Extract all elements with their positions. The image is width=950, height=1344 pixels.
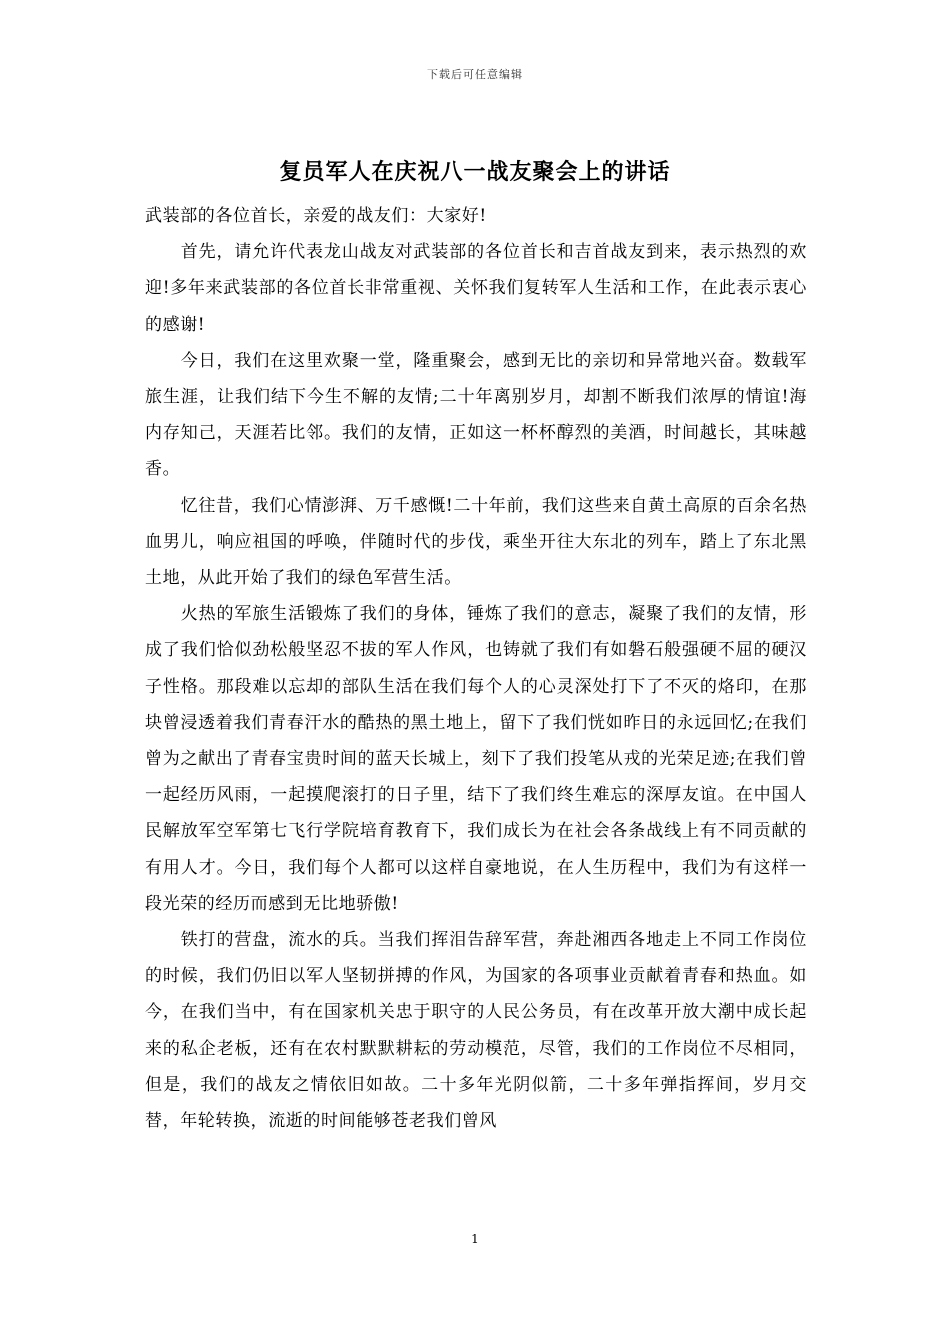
- document-title: 复员军人在庆祝八一战友聚会上的讲话: [279, 159, 671, 185]
- greeting-paragraph: 武装部的各位首长，亲爱的战友们：大家好!: [145, 206, 487, 226]
- body-paragraph: 首先，请允许代表龙山战友对武装部的各位首长和吉首战友到来，表示热烈的欢迎!多年来武装部的各位首长非常重视、关怀我们复转军人生活和工作，在此表示衷心的感谢!: [145, 242, 807, 335]
- header-note: 下载后可任意编辑: [427, 68, 523, 81]
- body-paragraph: 今日，我们在这里欢聚一堂，隆重聚会，感到无比的亲切和异常地兴奋。数载军旅生涯，让我们结下今生不解的友情;二十年离别岁月，却割不断我们浓厚的情谊!海内存知己，天涯若比邻。我们的友情，正如这一杯杯醇烈的美酒，时间越长，其味越香。: [145, 350, 807, 480]
- body-paragraph: 铁打的营盘，流水的兵。当我们挥泪告辞军营，奔赴湘西各地走上不同工作岗位的时候，我们仍旧以军人坚韧拼搏的作风，为国家的各项事业贡献着青春和热血。如今，在我们当中，有在国家机关忠于职守的人民公务员，有在改革开放大潮中成长起来的私企老板，还有在农村默默耕耘的劳动模范，尽管，我们的工作岗位不尽相同，但是，我们的战友之情依旧如故。二十多年光阴似箭，二十多年弹指挥间，岁月交替，年轮转换，流逝的时间能够苍老我们曾风: [145, 930, 807, 1132]
- body-paragraph: 忆往昔，我们心情澎湃、万千感慨!二十年前，我们这些来自黄土高原的百余名热血男儿，响应祖国的呼唤，伴随时代的步伐，乘坐开往大东北的列车，踏上了东北黑土地，从此开始了我们的绿色军营生活。: [145, 495, 807, 589]
- page-number: 1: [471, 1232, 479, 1246]
- document-body: [145, 198, 807, 1139]
- body-paragraph: 火热的军旅生活锻炼了我们的身体，锤炼了我们的意志，凝聚了我们的友情，形成了我们恰似劲松般坚忍不拔的军人作风，也铸就了我们有如磐石般强硬不屈的硬汉子性格。那段难以忘却的部队生活在我们每个人的心灵深处打下了不灭的烙印，在那块曾浸透着我们青春汗水的酷热的黑土地上，留下了我们恍如昨日的永远回忆;在我们曾为之献出了青春宝贵时间的蓝天长城上，刻下了我们投笔从戎的光荣足迹;在我们曾一起经历风雨，一起摸爬滚打的日子里，结下了我们终生难忘的深厚友谊。在中国人民解放军空军第七飞行学院培育教育下，我们成长为在社会各条战线上有不同贡献的有用人才。今日，我们每个人都可以这样自豪地说，在人生历程中，我们为有这样一段光荣的经历而感到无比地骄傲!: [145, 604, 807, 914]
